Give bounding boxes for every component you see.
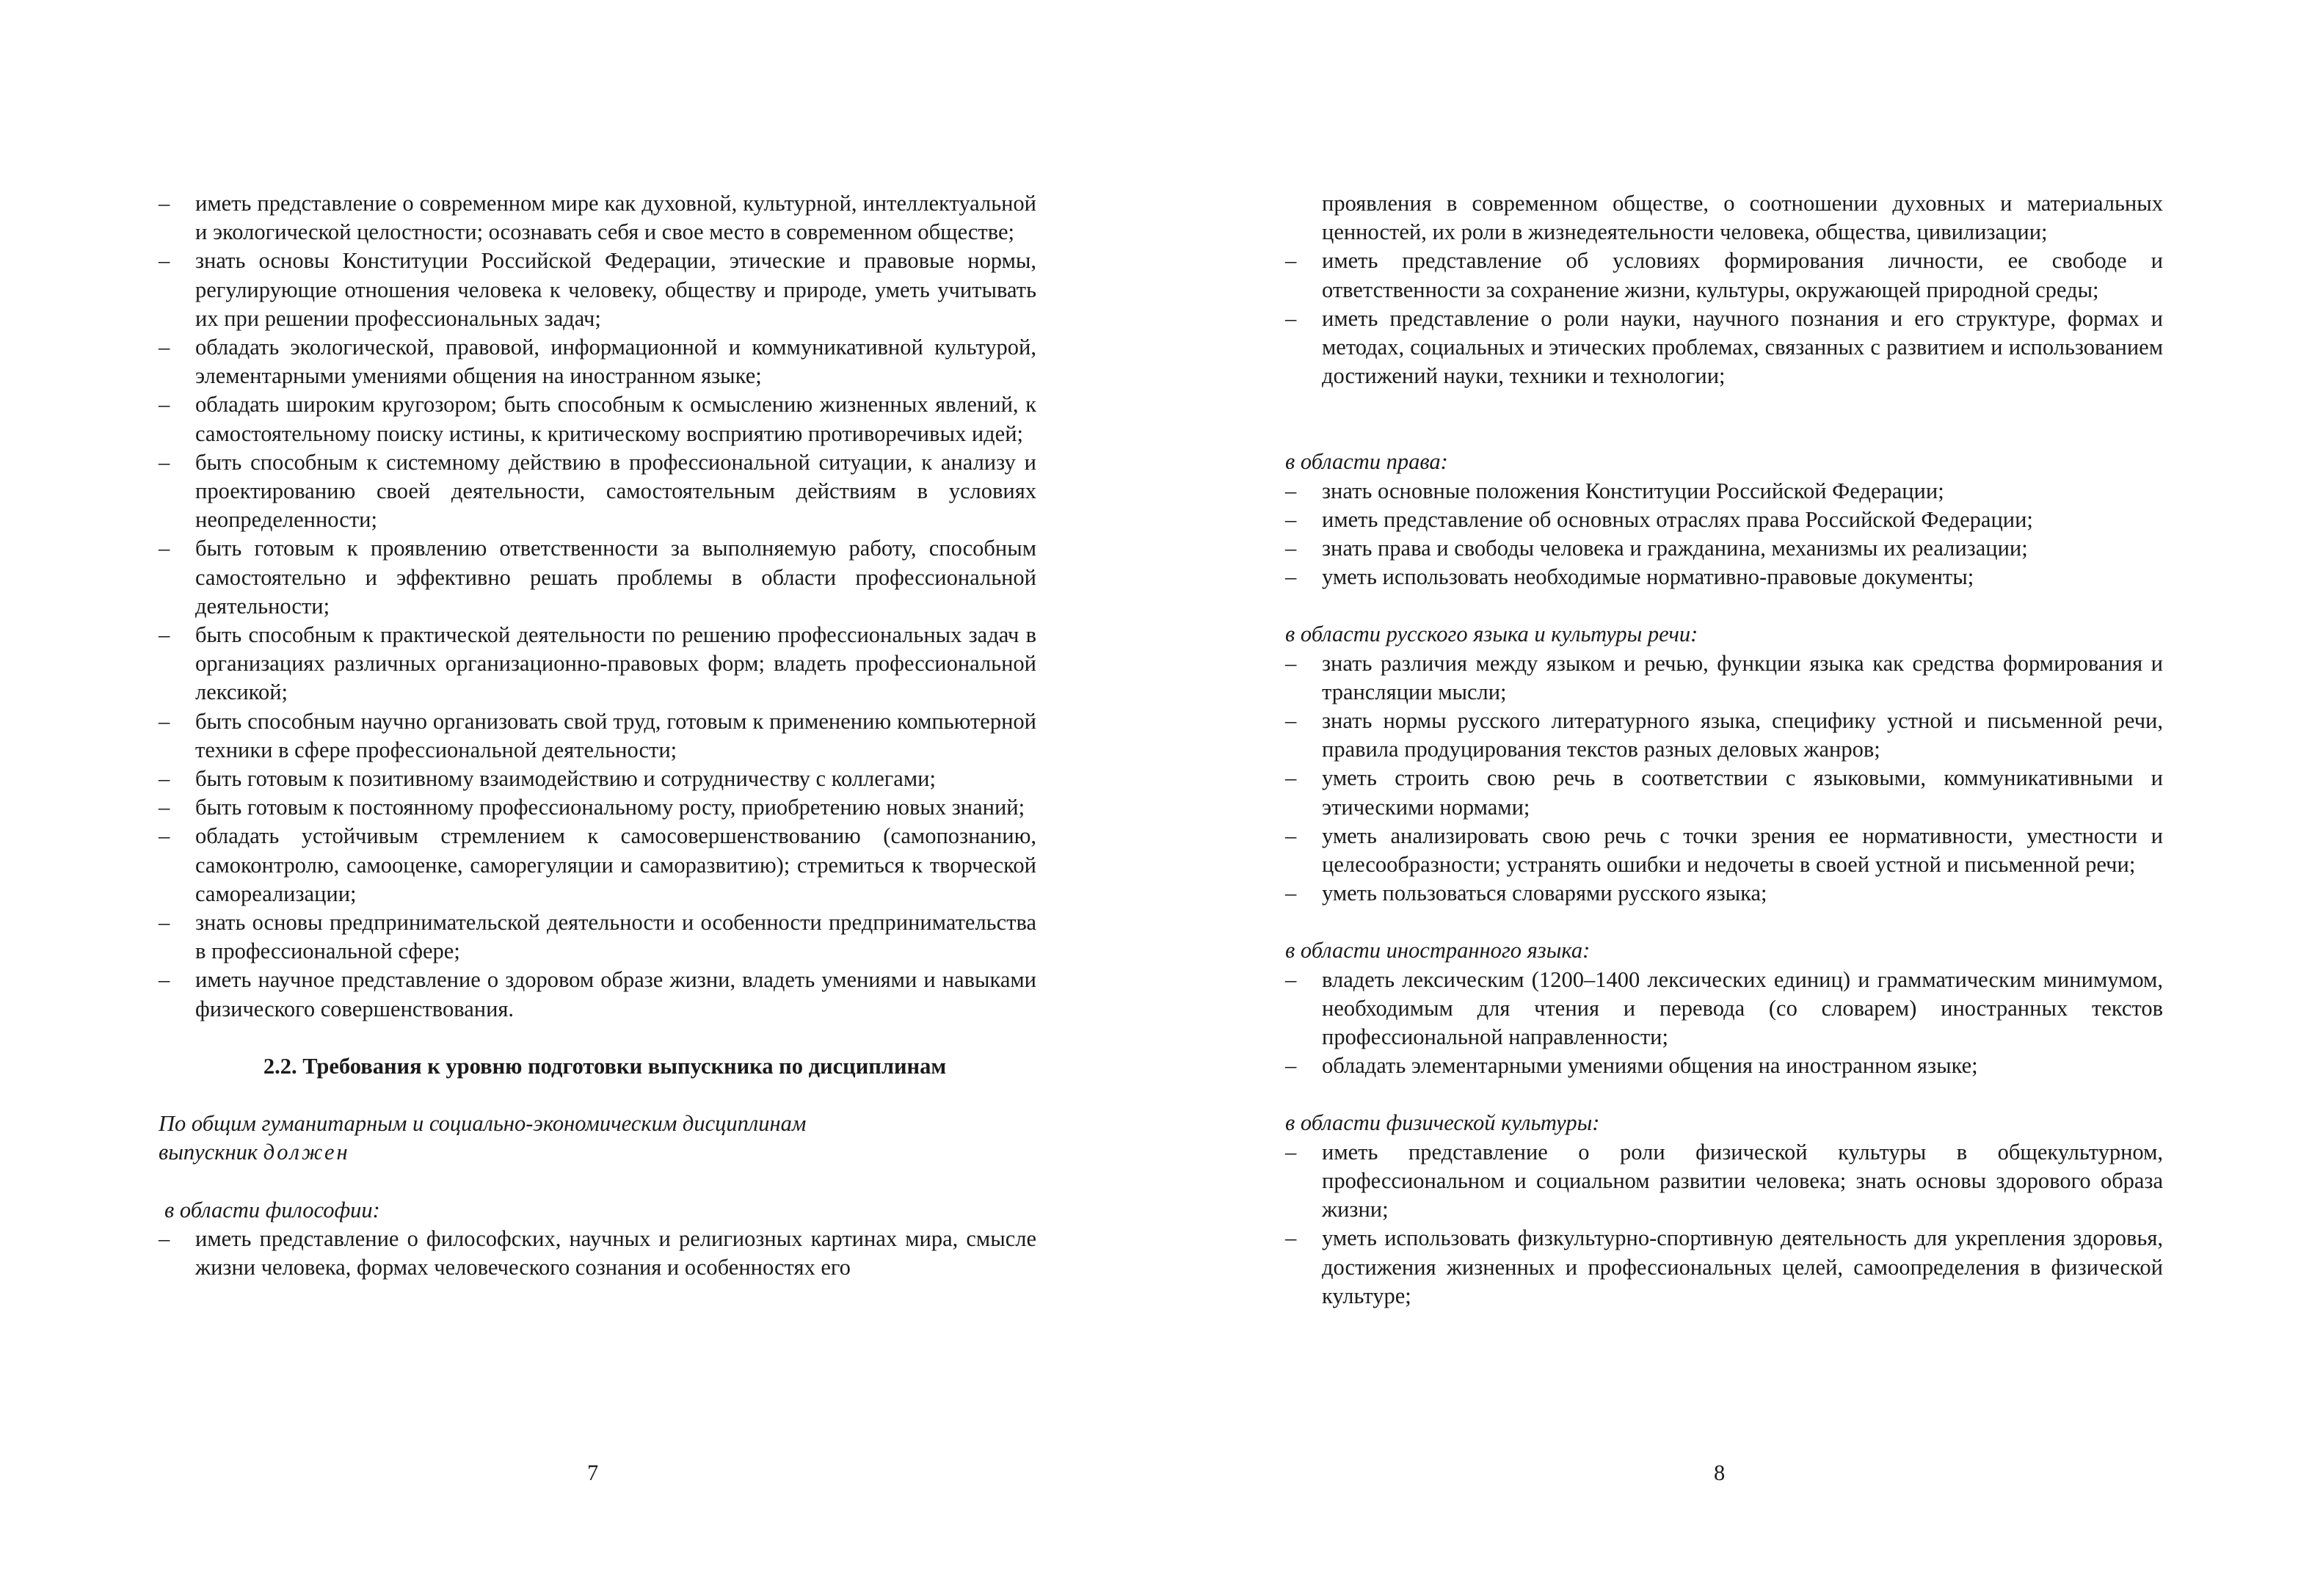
dash-icon: – [1285, 506, 1297, 532]
list-item: – быть способным к системному действию в профессиональной ситуации, к анализу и проектированию своей деятельности, самостоятельным действиям в условиях неопределенности; [159, 449, 1036, 533]
dash-icon: – [159, 1225, 170, 1251]
law-heading: в области права: [1285, 449, 1448, 475]
dash-icon: – [1285, 564, 1297, 590]
law-list [1285, 477, 2163, 592]
list-item: – иметь представление об основных отраслях права Российской Федерации; [1285, 506, 2163, 534]
dash-icon: – [1285, 650, 1297, 676]
continued-text: проявления в современном обществе, о соотношении духовных и материальных ценностей, их роли в жизнедеятельности человека, общества, цивилизации; [1322, 191, 2163, 245]
dash-icon: – [1285, 823, 1297, 848]
foreign-language-list [1285, 966, 2163, 1081]
dash-icon: – [1285, 305, 1297, 331]
list-item: – знать нормы русского литературного языка, специфику устной и письменной речи, правила продуцирования текстов разных деловых жанров; [1285, 708, 2163, 762]
list-item: – знать основы предпринимательской деятельности и особенности предпринимательства в профессиональной сфере; [159, 910, 1036, 964]
list-item: – уметь использовать необходимые нормативно-правовые документы; [1285, 563, 2163, 591]
dash-icon: – [159, 823, 170, 849]
list-item: – иметь представление о современном мире как духовной, культурной, интеллектуальной и экологической целостности; осознавать себя и свое место в современном обществе; [159, 191, 1036, 245]
list-item: – знать различия между языком и речью, функции языка как средства формирования и трансляции мысли; [1285, 650, 2163, 704]
dash-icon: – [1285, 478, 1297, 503]
dash-icon: – [159, 392, 170, 418]
list-item: – знать права и свободы человека и гражданина, механизмы их реализации; [1285, 534, 2163, 563]
list-item: – обладать экологической, правовой, информационной и коммуникативной культурой, элементарными умениями общения на иностранном языке; [159, 335, 1036, 389]
list-item: – обладать широким кругозором; быть способным к осмыслению жизненных явлений, к самостоятельному поиску истины, к критическому восприятию противоречивых идей; [159, 392, 1036, 446]
list-item: – иметь представление о роли физической культуры в общекультурном, профессиональном и социальном развитии человека; знать основы здорового образа жизни; [1285, 1139, 2163, 1222]
philosophy-list-continued [1285, 247, 2163, 390]
list-item: – уметь анализировать свою речь с точки зрения ее нормативности, уместности и целесообразности; устранять ошибки и недочеты в своей устной и письменной речи; [1285, 823, 2163, 878]
list-item: – быть готовым к позитивному взаимодействию и сотрудничеству с коллегами; [159, 765, 1036, 793]
dash-icon: – [1285, 1225, 1297, 1251]
dash-icon: – [1285, 536, 1297, 561]
list-item: – знать основные положения Конституции Российской Федерации; [1285, 477, 2163, 506]
list-item: – владеть лексическим (1200–1400 лексических единиц) и грамматическим минимумом, необходимым для чтения и перевода (со словарем) иностранных текстов профессиональной направленности; [1285, 966, 2163, 1050]
dash-icon: – [1285, 708, 1297, 734]
list-item: – быть готовым к проявлению ответственности за выполняемую работу, способным самостоятельно и эффективно решать проблемы в области профессиональной деятельности; [159, 536, 1036, 619]
emphasis-word: должен [263, 1140, 350, 1165]
russian-language-list [1285, 649, 2163, 908]
dash-icon: – [159, 795, 170, 820]
dash-icon: – [159, 766, 170, 792]
list-item: – быть готовым к постоянному профессиональному росту, приобретению новых знаний; [159, 793, 1036, 822]
list-item: – уметь использовать физкультурно-спортивную деятельность для укрепления здоровья, достижения жизненных и профессиональных целей, самоопределения в физической культуре; [1285, 1225, 2163, 1308]
russian-language-heading: в области русского языка и культуры речи: [1285, 622, 1698, 647]
dash-icon: – [159, 910, 170, 936]
dash-icon: – [159, 449, 170, 475]
dash-icon: – [159, 967, 170, 993]
list-item: – иметь представление о философских, научных и религиозных картинах мира, смысле жизни человека, формах человеческого сознания и особенностях его [159, 1225, 1036, 1280]
page-number: 7 [587, 1460, 599, 1485]
dash-icon: – [159, 335, 170, 360]
list-item: – уметь пользоваться словарями русского языка; [1285, 879, 2163, 908]
general-requirements-list [159, 189, 1036, 1024]
physical-culture-heading: в области физической культуры: [1285, 1110, 1600, 1136]
list-item: – обладать элементарными умениями общения на иностранном языке; [1285, 1052, 2163, 1080]
left-page-text [159, 189, 1036, 1282]
philosophy-list [159, 1225, 1036, 1282]
dash-icon: – [159, 708, 170, 734]
foreign-language-heading: в области иностранного языка: [1285, 938, 1591, 963]
dash-icon: – [159, 248, 170, 274]
intro-line: По общим гуманитарным и социально-экономическим дисциплинам [159, 1111, 807, 1137]
dash-icon: – [1285, 248, 1297, 274]
page-number: 8 [1714, 1460, 1726, 1485]
section-heading: 2.2. Требования к уровню подготовки выпускника по дисциплинам [263, 1053, 947, 1079]
right-page-text [1285, 189, 2163, 1311]
dash-icon: – [159, 191, 170, 216]
dash-icon: – [1285, 1053, 1297, 1079]
list-item: – уметь строить свою речь в соответствии с языковыми, коммуникативными и этическими нормами; [1285, 765, 2163, 820]
dash-icon: – [1285, 881, 1297, 906]
list-item: – быть способным научно организовать свой труд, готовым к применению компьютерной техники в сфере профессиональной деятельности; [159, 708, 1036, 762]
list-item: – быть способным к практической деятельности по решению профессиональных задач в организациях различных организационно-правовых форм; владеть профессиональной лексикой; [159, 622, 1036, 705]
list-item: – иметь представление о роли науки, научного познания и его структуре, формах и методах, социальных и этических проблемах, связанных с развитием и использованием достижений науки, техники и технологии; [1285, 305, 2163, 389]
philosophy-heading: в области философии: [164, 1197, 380, 1222]
list-item: – иметь представление об условиях формирования личности, ее свободе и ответственности за сохранение жизни, культуры, окружающей природной среды; [1285, 248, 2163, 302]
dash-icon: – [1285, 765, 1297, 791]
intro-line: выпускник должен [159, 1140, 350, 1165]
list-item: – обладать устойчивым стремлением к самосовершенствованию (самопознанию, самоконтролю, самооценке, саморегуляции и саморазвитию); стремиться к творческой самореализации; [159, 823, 1036, 906]
list-item: – иметь научное представление о здоровом образе жизни, владеть умениями и навыками физического совершенствования. [159, 967, 1036, 1021]
dash-icon: – [1285, 966, 1297, 992]
physical-culture-list [1285, 1138, 2163, 1311]
dash-icon: – [159, 536, 170, 561]
list-item: – знать основы Конституции Российской Федерации, этические и правовые нормы, регулирующие отношения человека к человеку, обществу и природе, уметь учитывать их при решении профессиональных задач; [159, 248, 1036, 331]
right-page [1156, 0, 2312, 1596]
dash-icon: – [159, 622, 170, 648]
dash-icon: – [1285, 1139, 1297, 1165]
